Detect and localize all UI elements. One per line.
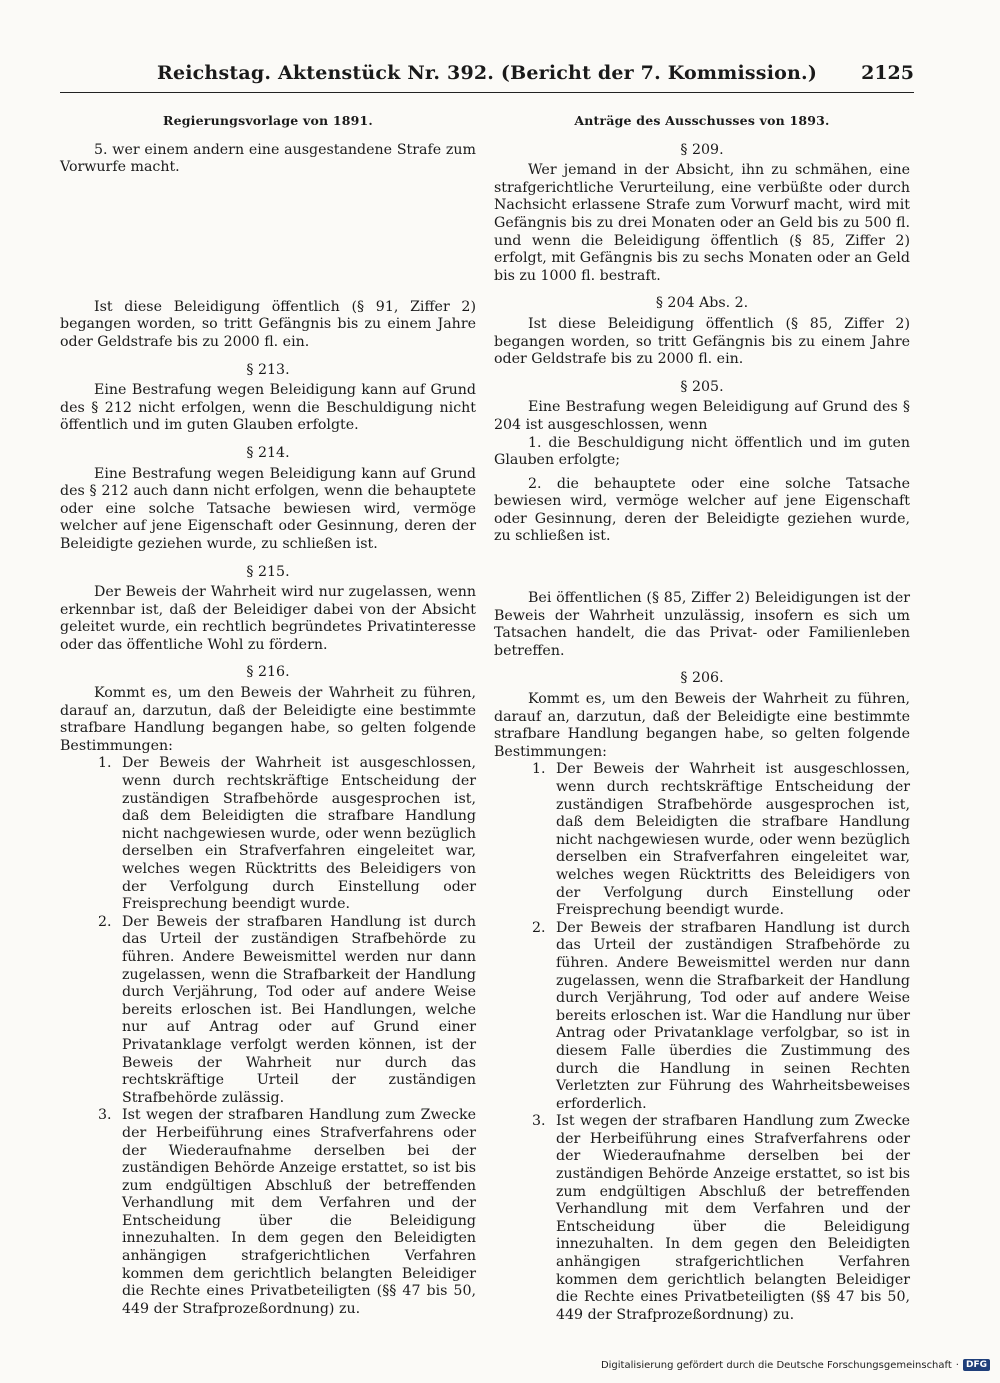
right-column-heading: Anträge des Ausschusses von 1893. (574, 113, 830, 128)
left-item-5: 5. wer einem andern eine ausgestandene Strafe zum Vorwurfe macht. (60, 141, 476, 176)
list-item-number: 1. (98, 755, 112, 772)
left-column-heading: Regierungsvorlage von 1891. (163, 113, 373, 128)
section-206-heading: § 206. (680, 670, 724, 687)
list-item-text: Ist wegen der strafbaren Handlung zum Zwecke der Herbeiführung eines Strafverfahrens oder der Wiederaufnahme derselben bei der zuständigen Behörde Anzeige erstattet, so ist bis zum endgültigen Abschluß der betreffenden Verhandlung mit dem Verfahren und der Entscheidung über die Beleidigung innezuhalten. In dem gegen den Beleidigten anhängigen strafgerichtlichen Verfahren kommen dem gerichtlich belangten Beleidiger die Rechte eines Privatbeteiligten (§§ 47 bis 50, 449 der Strafprozeßordnung) zu. (556, 1113, 910, 1323)
section-216-text: Kommt es, um den Beweis der Wahrheit zu führen, darauf an, darzutun, daß der Beleidigte eine bestimmte strafbare Handlung begangen habe, so gelten folgende Bestimmungen: (60, 685, 476, 754)
list-item-text: Der Beweis der Wahrheit ist ausgeschlossen, wenn durch rechtskräftige Entscheidung der zuständigen Strafbehörde ausgesprochen ist, daß dem Beleidigten die strafbare Handlung nicht nachgewiesen wurde, oder wenn bezüglich derselben ein Strafverfahren eingeleitet war, welches wegen Rücktritts des Beleidigers von der Verfolgung durch Einstellung oder Freisprechung beendigt wurde. (122, 755, 476, 913)
spacer (60, 177, 476, 259)
page-number: 2125 (861, 62, 914, 84)
list-item (494, 1113, 910, 1324)
section-205-item-1: 1. die Beschuldigung nicht öffentlich und im guten Glauben erfolgte; (494, 434, 910, 469)
right-paragraph-bei: Bei öffentlichen (§ 85, Ziffer 2) Beleidigungen ist der Beweis der Wahrheit unzulässig, insofern es sich um Tatsachen handelt, die das Privat- oder Familienleben betreffen. (494, 590, 910, 659)
digitization-footer (601, 1359, 990, 1371)
section-204-text: Ist diese Beleidigung öffentlich (§ 85, Ziffer 2) begangen worden, so tritt Gefängnis bis zu einem Jahre oder Geldstrafe bis zu 2000 fl. ein. (494, 315, 910, 368)
left-paragraph-oeffentlich: Ist diese Beleidigung öffentlich (§ 91, Ziffer 2) begangen worden, so tritt Gefängnis bis zu einem Jahre oder Geldstrafe bis zu 2000 fl. ein. (60, 298, 476, 350)
list-item (60, 914, 476, 1108)
list-item-number: 2. (532, 919, 546, 936)
section-205-item-2: 2. die behauptete oder eine solche Tatsache bewiesen wird, vermöge welcher auf jene Eigenschaft oder Gesinnung, deren der Beleidigte geziehen wurde, zu schließen ist. (494, 475, 910, 545)
section-204-heading: § 204 Abs. 2. (655, 295, 749, 312)
section-209-text: Wer jemand in der Absicht, ihn zu schmähen, eine strafgerichtliche Verurteilung, eine verbüßte oder durch Nachsicht erlassene Strafe zum Vorwurf macht, wird mit Gefängnis bis zu drei Monaten oder an Geld bis zu 500 fl. und wenn die Beleidigung öffentlich (§ 85, Ziffer 2) erfolgt, mit Gefängnis bis zu sechs Monaten oder an Geld bis zu 1000 fl. bestraft. (494, 162, 910, 284)
footer-text: Digitalisierung gefördert durch die Deutsche Forschungsgemeinschaft (600, 1359, 952, 1371)
dfg-logo: DFG (963, 1359, 990, 1371)
list-item-text: Der Beweis der strafbaren Handlung ist durch das Urteil der zuständigen Strafbehörde zu führen. Andere Beweismittel werden nur dann zugelassen, wenn die Strafbarkeit der Handlung durch Verjährung, Tod oder auf andere Weise bereits erloschen ist. Bei Handlungen, welche nur auf Antrag oder auf Grund einer Privatanklage verfolgt werden können, ist der Beweis der Wahrheit nur durch das rechtskräftige Urteil der zuständigen Strafbehörde zulässig. (122, 913, 476, 1106)
list-item-text: Der Beweis der Wahrheit ist ausgeschlossen, wenn durch rechtskräftige Entscheidung der zuständigen Strafbehörde ausgesprochen ist, daß dem Beleidigten die strafbare Handlung nicht nachgewiesen wurde, oder wenn bezüglich derselben ein Strafverfahren eingeleitet war, welches wegen Rücktritts des Beleidigers von der Verfolgung durch Einstellung oder Freisprechung beendigt wurde. (556, 761, 910, 919)
right-column (494, 112, 910, 1324)
spacer (60, 259, 476, 299)
footer-separator: · (955, 1359, 959, 1371)
section-216-heading: § 216. (246, 664, 290, 681)
list-item (60, 755, 476, 913)
section-205-heading: § 205. (680, 378, 724, 395)
header-title: Reichstag. Aktenstück Nr. 392. (Bericht der 7. Kommission.) (156, 62, 818, 84)
left-column (60, 112, 476, 1318)
list-item-number: 1. (532, 761, 546, 778)
list-item (60, 1107, 476, 1318)
list-item-number: 2. (98, 913, 112, 930)
section-215-text: Der Beweis der Wahrheit wird nur zugelassen, wenn erkennbar ist, daß der Beleidiger dabei von der Absicht geleitet wurde, ein rechtlich begründetes Privatinteresse oder das öffentliche Wohl zu fördern. (60, 584, 476, 653)
list-item-number: 3. (98, 1107, 112, 1124)
list-item-number: 3. (532, 1113, 546, 1130)
list-item (494, 920, 910, 1114)
section-216-list (60, 755, 476, 1318)
list-item (494, 761, 910, 919)
section-213-heading: § 213. (246, 361, 290, 378)
section-206-list (494, 761, 910, 1324)
section-214-heading: § 214. (246, 444, 290, 461)
page-header (60, 62, 914, 93)
list-item-text: Ist wegen der strafbaren Handlung zum Zwecke der Herbeiführung eines Strafverfahrens oder der Wiederaufnahme derselben bei der zuständigen Behörde Anzeige erstattet, so ist bis zum endgültigen Abschluß der betreffenden Verhandlung mit dem Verfahren und der Entscheidung über die Beleidigung innezuhalten. In dem gegen den Beleidigten anhängigen strafgerichtlichen Verfahren kommen dem gerichtlich belangten Beleidiger die Rechte eines Privatbeteiligten (§§ 47 bis 50, 449 der Strafprozeßordnung) zu. (122, 1107, 476, 1317)
spacer (494, 546, 910, 590)
section-213-text: Eine Bestrafung wegen Beleidigung kann auf Grund des § 212 nicht erfolgen, wenn die Beschuldigung nicht öffentlich und im guten Glauben erfolgte. (60, 382, 476, 434)
section-206-text: Kommt es, um den Beweis der Wahrheit zu führen, darauf an, darzutun, daß der Beleidigte eine bestimmte strafbare Handlung begangen habe, so gelten folgende Bestimmungen: (494, 691, 910, 760)
section-209-heading: § 209. (680, 141, 724, 158)
section-214-text: Eine Bestrafung wegen Beleidigung kann auf Grund des § 212 auch dann nicht erfolgen, wenn die behauptete oder eine solche Tatsache bewiesen wird, vermöge welcher auf jene Eigenschaft oder Gesinnung, deren der Beleidigte geziehen wurde, zu schließen ist. (60, 465, 476, 552)
list-item-text: Der Beweis der strafbaren Handlung ist durch das Urteil der zuständigen Strafbehörde zu führen. Andere Beweismittel werden nur dann zugelassen, wenn die Strafbarkeit der Handlung durch Verjährung, Tod oder auf andere Weise bereits erloschen ist. War die Handlung nur über Antrag oder Privatanklage verfolgbar, so ist in diesem Falle überdies die Zustimmung des durch die Handlung in seinen Rechten Verletzten zur Führung des Wahrheitsbeweises erforderlich. (556, 919, 910, 1112)
section-215-heading: § 215. (246, 563, 290, 580)
section-205-text: Eine Bestrafung wegen Beleidigung auf Grund des § 204 ist ausgeschlossen, wenn (494, 399, 910, 433)
